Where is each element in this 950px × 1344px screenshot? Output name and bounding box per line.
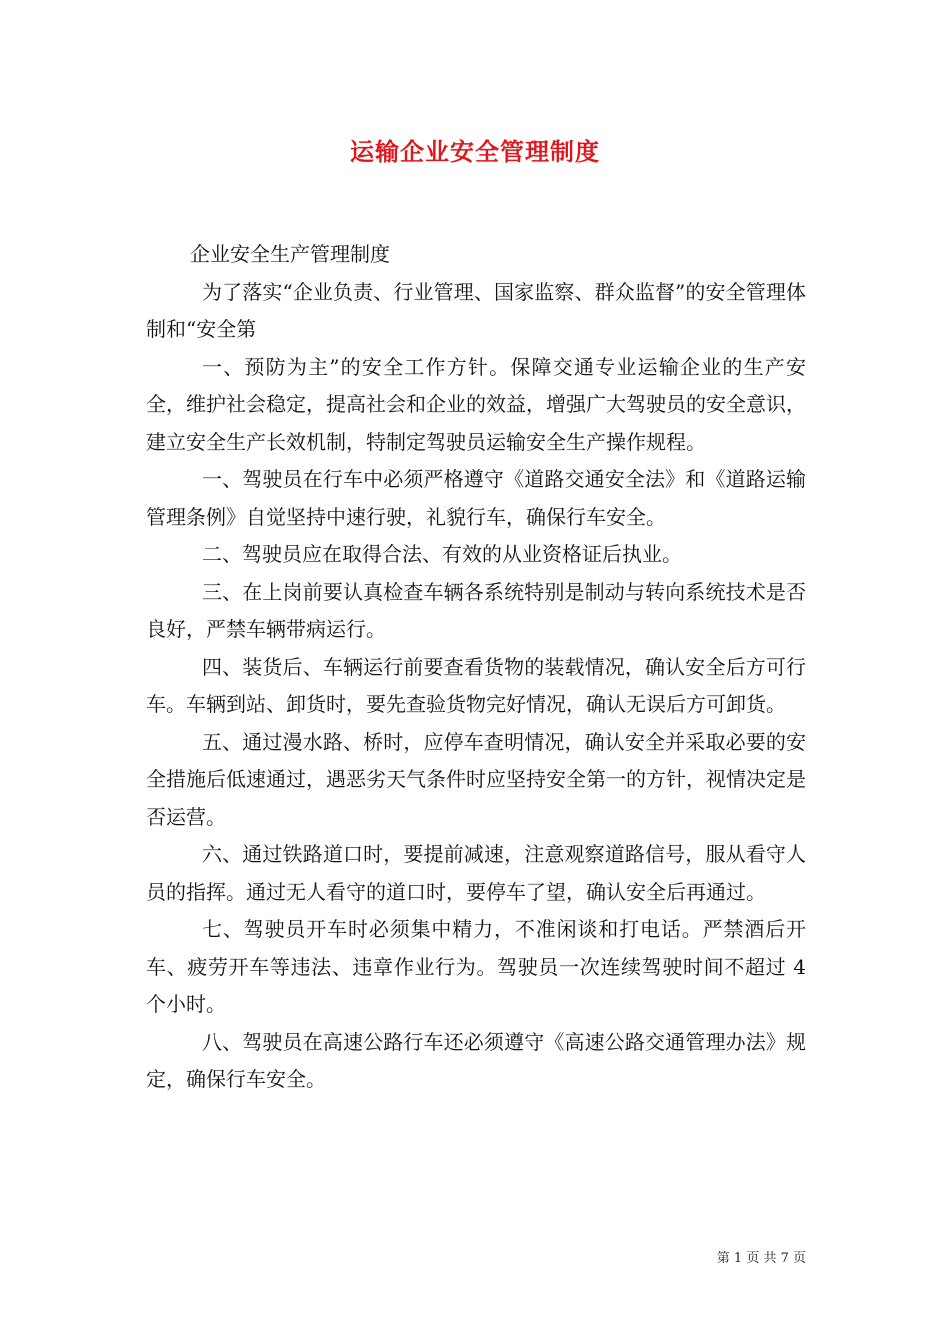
paragraph-intro: 为了落实“企业负责、行业管理、国家监察、群众监督”的安全管理体制和“安全第 (146, 279, 806, 341)
document-title: 运输企业安全管理制度 (350, 137, 600, 166)
paragraph-rule-7: 七、驾驶员开车时必须集中精力，不准闲谈和打电话。严禁酒后开车、疲劳开车等违法、违章作业行为。驾驶员一次连续驾驶时间不超过 4 个小时。 (146, 917, 806, 1016)
page-number: 第 1 页 共 7 页 (716, 1251, 806, 1266)
paragraph-rule-1: 一、驾驶员在行车中必须严格遵守《道路交通安全法》和《道路运输管理条例》自觉坚持中速行驶，礼貌行车，确保行车安全。 (146, 467, 806, 529)
paragraph-rule-8: 八、驾驶员在高速公路行车还必须遵守《高速公路交通管理办法》规定，确保行车安全。 (146, 1029, 806, 1091)
paragraph-rule-3: 三、在上岗前要认真检查车辆各系统特别是制动与转向系统技术是否良好，严禁车辆带病运行。 (146, 579, 806, 641)
paragraph-rule-4: 四、装货后、车辆运行前要查看货物的装载情况，确认安全后方可行车。车辆到站、卸货时，要先查验货物完好情况，确认无误后方可卸货。 (146, 654, 806, 716)
document-subtitle: 企业安全生产管理制度 (190, 242, 390, 266)
paragraph-rule-6: 六、通过铁路道口时，要提前减速，注意观察道路信号，服从看守人员的指挥。通过无人看守的道口时，要停车了望，确认安全后再通过。 (146, 842, 806, 904)
paragraph-policy: 一、预防为主”的安全工作方针。保障交通专业运输企业的生产安全，维护社会稳定，提高社会和企业的效益，增强广大驾驶员的安全意识，建立安全生产长效机制，特制定驾驶员运输安全生产操作规程。 (146, 354, 806, 454)
document-body (146, 236, 806, 1099)
paragraph-rule-2: 二、驾驶员应在取得合法、有效的从业资格证后执业。 (202, 542, 682, 566)
paragraph-rule-5: 五、通过漫水路、桥时，应停车查明情况，确认安全并采取必要的安全措施后低速通过，遇恶劣天气条件时应坚持安全第一的方针，视情决定是否运营。 (146, 729, 806, 829)
